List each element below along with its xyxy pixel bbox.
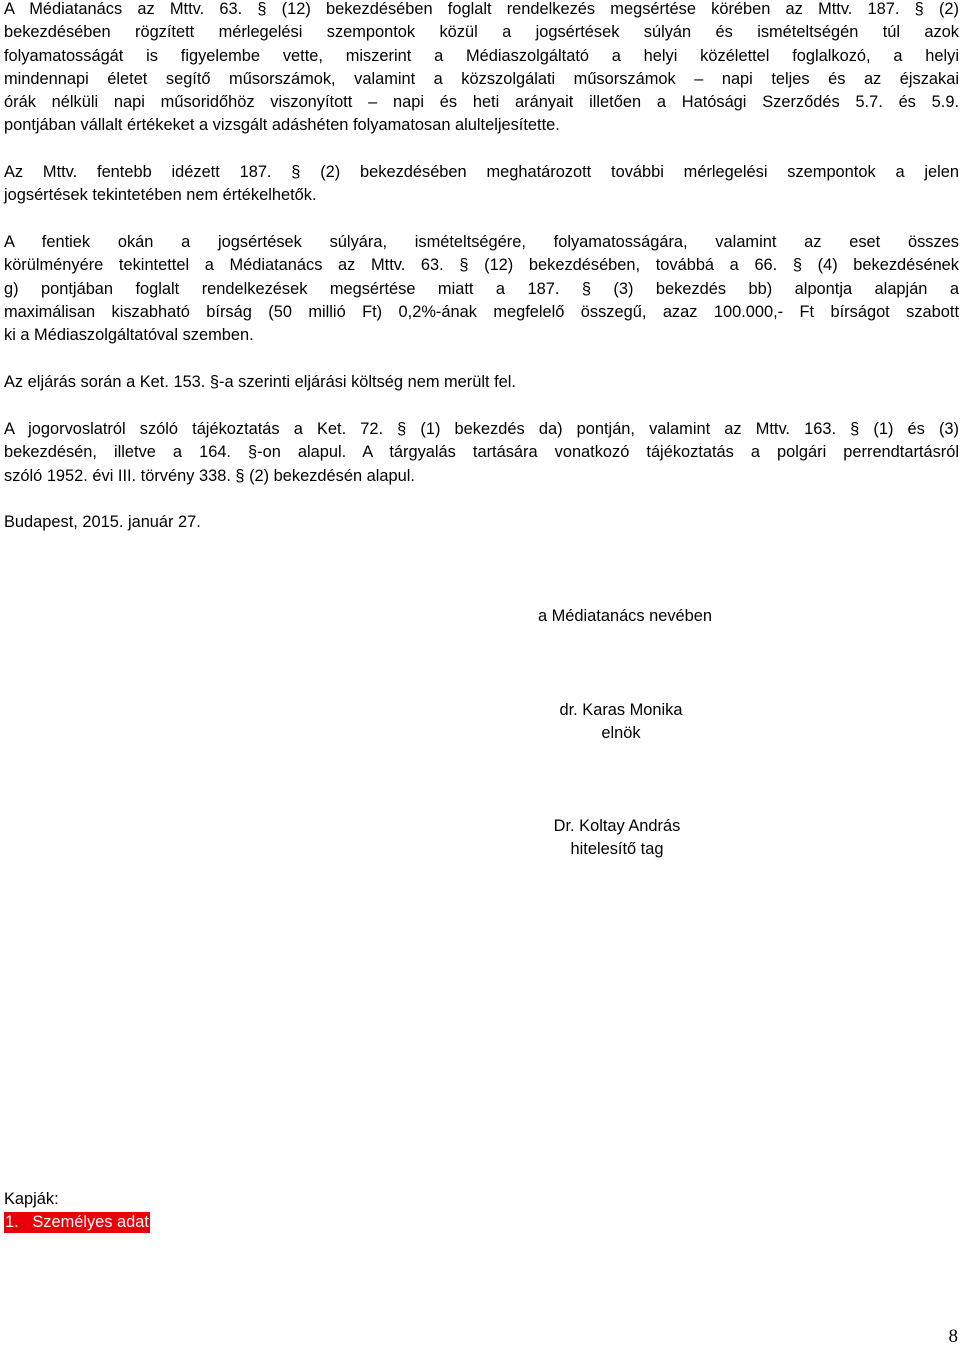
signatory-name: dr. Karas Monika — [559, 701, 683, 719]
text-line: órák nélküli napi műsoridőhöz viszonyított – napi és heti arányait illetően a Hatósági Szerződés 5.7. és 5.9. — [4, 93, 959, 112]
text-line: g) pontjában foglalt rendelkezések megsértése miatt a 187. § (3) bekezdés bb) alpontja alapján a — [4, 279, 959, 298]
text-line: folyamatosságát is figyelembe vette, miszerint a Médiaszolgáltató a helyi közélettel foglalkozó, a helyi — [4, 46, 959, 65]
authenticator-name: Dr. Koltay András — [553, 817, 681, 835]
text-line: maximálisan kiszabható bírság (50 millió Ft) 0,2%-ának megfelelő összegű, azaz 100.000,- Ft bírságot szabott — [4, 302, 959, 321]
text-line: Az Mttv. fentebb idézett 187. § (2) bekezdésében meghatározott további mérlegelési szempontok a jelen — [4, 163, 959, 181]
paragraph — [4, 231, 959, 347]
recipients-label: Kapják: — [4, 1190, 59, 1208]
authenticator-block — [472, 815, 762, 862]
text-line: mindennapi életet segítő műsorszámok, valamint a közszolgálati műsorszámok – napi teljes és az éjszakai — [4, 69, 959, 88]
text-line: szóló 1952. évi III. törvény 338. § (2) bekezdésén alapul. — [4, 466, 415, 485]
signature-block — [476, 699, 766, 746]
text-line: Budapest, 2015. január 27. — [4, 513, 201, 531]
signatory-role: elnök — [601, 724, 641, 743]
paragraph — [4, 511, 959, 534]
text-line: A Médiatanács az Mttv. 63. § (12) bekezdésében foglalt rendelkezés megsértése körében az Mttv. 187. § (2) — [4, 0, 959, 18]
page-number: 8 — [948, 1326, 958, 1347]
text-line: A jogorvoslatról szóló tájékoztatás a Ket. 72. § (1) bekezdés da) pontján, valamint az Mttv. 163. § (1) és (3) — [4, 420, 959, 438]
paragraph — [4, 161, 959, 208]
redacted-recipient: 1. Személyes adat — [5, 1213, 149, 1232]
text-line: jogsértések tekintetében nem értékelhetők. — [4, 186, 317, 205]
text-line: Az eljárás során a Ket. 153. §-a szerinti eljárási költség nem merült fel. — [4, 373, 516, 391]
authenticator-role: hitelesítő tag — [570, 840, 664, 859]
signature-on-behalf: a Médiatanács nevében — [537, 607, 713, 625]
text-line: A fentiek okán a jogsértések súlyára, ismételtségére, folyamatosságára, valamint az eset összes — [4, 233, 959, 251]
text-line: ki a Médiaszolgáltatóval szemben. — [4, 326, 254, 345]
text-line: bekezdésén, illetve a 164. §-on alapul. A tárgyalás tartására vonatkozó tájékoztatás a polgári perrendtartásról — [4, 443, 959, 462]
paragraph — [4, 418, 959, 488]
text-line: pontjában vállalt értékeket a vizsgált adáshéten folyamatosan alulteljesítette. — [4, 116, 560, 135]
text-line: bekezdésében rögzített mérlegelési szempontok közül a jogsértések súlyán és ismételtségén túl azok — [4, 23, 959, 42]
text-line: körülményére tekintettel a Médiatanács az Mttv. 63. § (12) bekezdésében, továbbá a 66. § (4) bekezdésének — [4, 256, 959, 275]
paragraph — [4, 0, 959, 138]
recipients — [4, 1188, 959, 1235]
paragraph — [4, 371, 959, 394]
